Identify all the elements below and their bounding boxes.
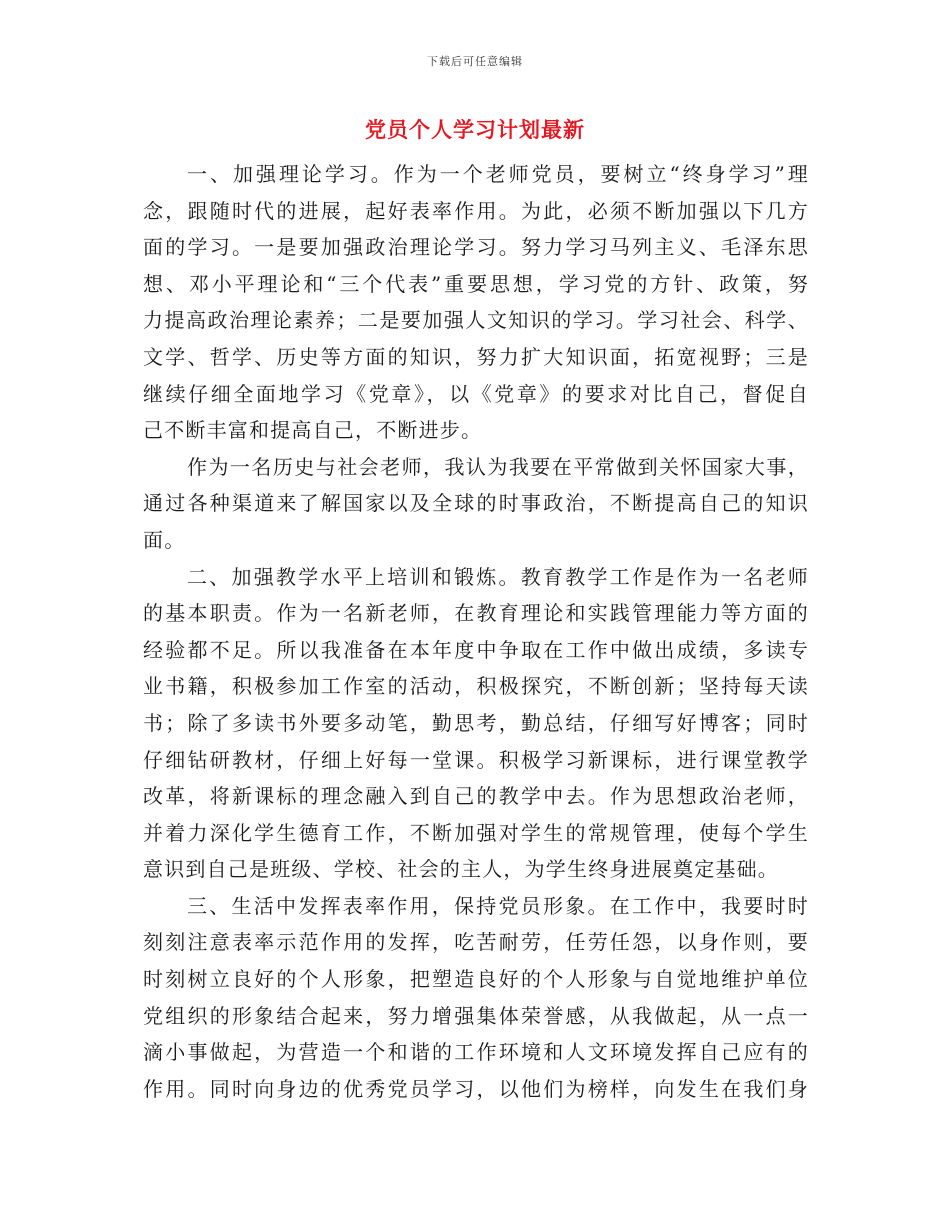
text-line: 党组织的形象结合起来，努力增强集体荣誉感，从我做起，从一点一 (143, 1003, 809, 1028)
text-line: 作用。同时向身边的优秀党员学习，以他们为榜样，向发生在我们身 (143, 1076, 809, 1101)
text-line: 刻刻注意表率示范作用的发挥，吃苦耐劳，任劳任怨，以身作则，要 (143, 930, 809, 955)
text-line: 面。 (143, 527, 186, 552)
text-line: 并着力深化学生德育工作，不断加强对学生的常规管理，使每个学生 (143, 820, 809, 845)
text-line: 面的学习。一是要加强政治理论学习。努力学习马列主义、毛泽东思 (143, 235, 809, 260)
text-line: 一、加强理论学习。作为一个老师党员，要树立“终身学习”理 (187, 162, 809, 186)
text-line: 书；除了多读书外要多动笔，勤思考，勤总结，仔细写好博客；同时 (143, 710, 809, 735)
text-line: 的基本职责。作为一名新老师，在教育理论和实践管理能力等方面的 (143, 601, 809, 626)
text-line: 文学、哲学、历史等方面的知识，努力扩大知识面，拓宽视野；三是 (143, 344, 809, 369)
text-line: 力提高政治理论素养；二是要加强人文知识的学习。学习社会、科学、 (143, 308, 809, 333)
text-line: 滴小事做起，为营造一个和谐的工作环境和人文环境发挥自己应有的 (143, 1040, 809, 1065)
text-line: 三、生活中发挥表率作用，保持党员形象。在工作中，我要时时 (187, 893, 809, 918)
text-line: 仔细钻研教材，仔细上好每一堂课。积极学习新课标，进行课堂教学 (143, 747, 809, 772)
text-line: 经验都不足。所以我准备在本年度中争取在工作中做出成绩，多读专 (143, 637, 809, 662)
text-line: 意识到自己是班级、学校、社会的主人，为学生终身进展奠定基础。 (143, 857, 779, 882)
text-line: 作为一名历史与社会老师，我认为我要在平常做到关怀国家大事， (187, 454, 809, 479)
text-line: 业书籍，积极参加工作室的活动，积极探究，不断创新；坚持每天读 (143, 674, 809, 699)
text-line: 二、加强教学水平上培训和锻炼。教育教学工作是作为一名老师 (187, 564, 809, 589)
text-line: 继续仔细全面地学习《党章》，以《党章》的要求对比自己，督促自 (143, 381, 809, 406)
text-line: 念，跟随时代的进展，起好表率作用。为此，必须不断加强以下几方 (143, 198, 809, 223)
text-line: 时刻树立良好的个人形象，把塑造良好的个人形象与自觉地维护单位 (143, 967, 809, 992)
text-line: 改革，将新课标的理念融入到自己的教学中去。作为思想政治老师， (143, 784, 809, 809)
header-note: 下载后可任意编辑 (427, 55, 523, 68)
text-line: 想、邓小平理论和“三个代表”重要思想，学习党的方针、政策，努 (143, 271, 809, 296)
text-line: 通过各种渠道来了解国家以及全球的时事政治，不断提高自己的知识 (143, 491, 809, 516)
document-title: 党员个人学习计划最新 (365, 117, 585, 142)
text-line: 己不断丰富和提高自己，不断进步。 (143, 418, 483, 443)
document-body (143, 156, 809, 1107)
